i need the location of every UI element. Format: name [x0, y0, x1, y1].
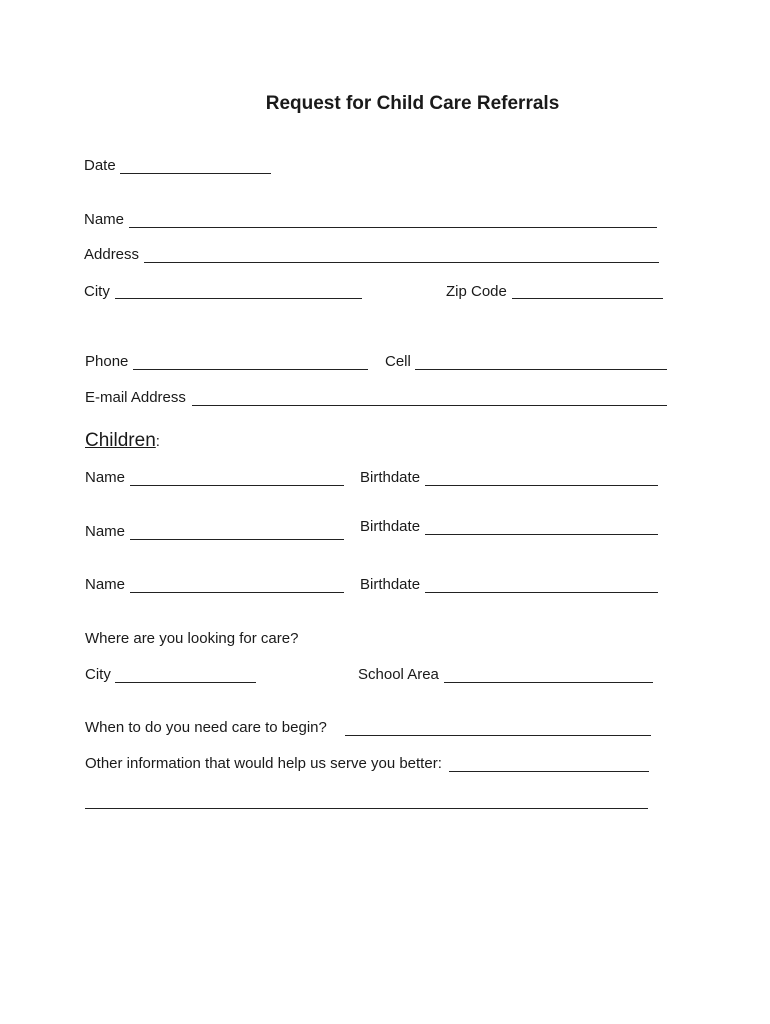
children-heading	[85, 430, 160, 453]
child-3-name-label: Name	[85, 576, 126, 593]
where-question: Where are you looking for care?	[85, 630, 299, 647]
other-info-question: Other information that would help us serve you better:	[85, 755, 442, 772]
child-1-name-label: Name	[85, 469, 126, 486]
care-city-field[interactable]	[115, 682, 256, 683]
other-info-field[interactable]	[449, 771, 649, 772]
other-info-field-continued[interactable]	[85, 808, 648, 809]
child-3-birthdate-label: Birthdate	[360, 576, 421, 593]
phone-label: Phone	[85, 353, 129, 370]
child-3-birthdate-field[interactable]	[425, 592, 658, 593]
children-heading-colon: :	[155, 433, 160, 450]
child-2-birthdate-label: Birthdate	[360, 518, 421, 535]
name-label: Name	[84, 211, 125, 228]
child-2-birthdate-field[interactable]	[425, 534, 658, 535]
date-label: Date	[84, 157, 116, 174]
address-label: Address	[84, 246, 140, 263]
cell-label: Cell	[385, 353, 411, 370]
zip-code-label: Zip Code	[446, 283, 507, 300]
form-title: Request for Child Care Referrals	[265, 93, 560, 114]
child-1-name-field[interactable]	[130, 485, 344, 486]
when-question: When to do you need care to begin?	[85, 719, 327, 736]
child-1-birthdate-label: Birthdate	[360, 469, 421, 486]
care-city-label: City	[85, 666, 111, 683]
date-field[interactable]	[120, 173, 271, 174]
child-2-name-label: Name	[85, 523, 126, 540]
city-label: City	[84, 283, 110, 300]
cell-field[interactable]	[415, 369, 667, 370]
school-area-label: School Area	[358, 666, 439, 683]
child-1-birthdate-field[interactable]	[425, 485, 658, 486]
city-field[interactable]	[115, 298, 362, 299]
zip-code-field[interactable]	[512, 298, 663, 299]
email-label: E-mail Address	[85, 389, 186, 406]
address-field[interactable]	[144, 262, 659, 263]
email-field[interactable]	[192, 405, 667, 406]
child-2-name-field[interactable]	[130, 539, 344, 540]
children-heading-text: Children	[85, 430, 156, 451]
child-3-name-field[interactable]	[130, 592, 344, 593]
when-field[interactable]	[345, 735, 651, 736]
phone-field[interactable]	[133, 369, 368, 370]
name-field[interactable]	[129, 227, 657, 228]
school-area-field[interactable]	[444, 682, 653, 683]
